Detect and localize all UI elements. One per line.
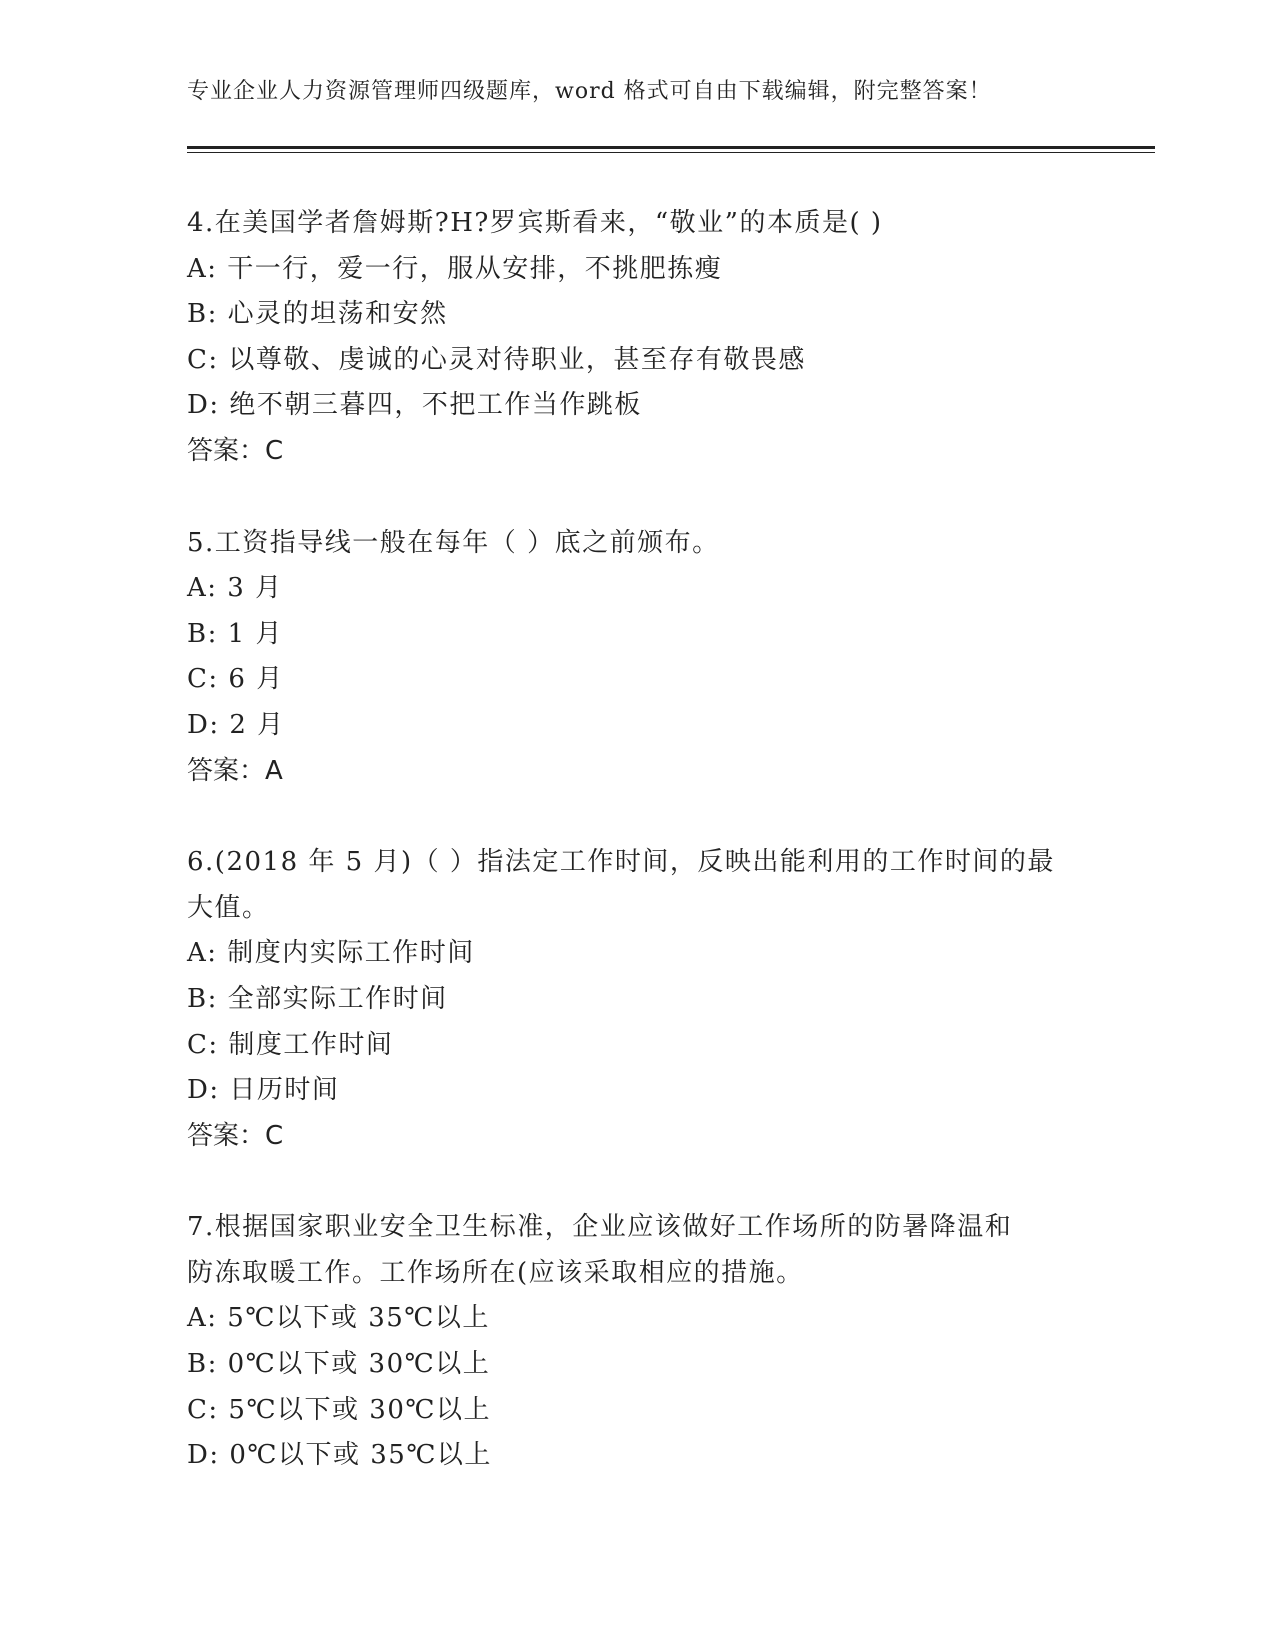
answer-line: 答案：A	[187, 755, 283, 786]
option-b: B: 全部实际工作时间	[187, 983, 448, 1014]
option-c: C: 6 月	[187, 664, 284, 695]
header-rule-thin	[187, 152, 1155, 153]
option-b: B: 心灵的坦荡和安然	[187, 299, 448, 330]
option-d: D: 日历时间	[187, 1075, 340, 1106]
header-rule-thick	[187, 146, 1155, 149]
answer-line: 答案：C	[187, 435, 284, 466]
option-b: B: 0℃以下或 30℃以上	[187, 1349, 491, 1380]
option-d: D: 0℃以下或 35℃以上	[187, 1440, 492, 1471]
question-stem: 4.在美国学者詹姆斯?H?罗宾斯看来，“敬业”的本质是( )	[187, 208, 883, 238]
option-d: D: 2 月	[187, 709, 285, 740]
answer-line: 答案：C	[187, 1120, 284, 1151]
question-stem-continued: 防冻取暖工作。工作场所在(应该采取相应的措施。	[187, 1257, 804, 1288]
option-a: A: 5℃以下或 35℃以上	[187, 1303, 490, 1334]
option-a: A: 干一行，爱一行，服从安排，不挑肥拣瘦	[187, 253, 723, 284]
question-stem: 7.根据国家职业安全卫生标准，企业应该做好工作场所的防暑降温和	[187, 1212, 1013, 1243]
question-7	[187, 1205, 1087, 1479]
option-c: C: 5℃以下或 30℃以上	[187, 1394, 491, 1425]
question-list	[187, 201, 1087, 1525]
question-4	[187, 201, 1087, 475]
question-stem: 6.(2018 年 5 月)（ ）指法定工作时间，反映出能利用的工作时间的最	[187, 847, 1055, 878]
question-5	[187, 521, 1087, 795]
option-a: A: 制度内实际工作时间	[187, 938, 475, 969]
page-header: 专业企业人力资源管理师四级题库，word 格式可自由下载编辑，附完整答案！	[187, 79, 992, 104]
question-6	[187, 840, 1087, 1159]
option-c: C: 以尊敬、虔诚的心灵对待职业，甚至存有敬畏感	[187, 344, 806, 375]
option-b: B: 1 月	[187, 618, 283, 649]
question-stem: 5.工资指导线一般在每年（ ）底之前颁布。	[187, 527, 720, 558]
option-d: D: 绝不朝三暮四，不把工作当作跳板	[187, 390, 642, 421]
option-c: C: 制度工作时间	[187, 1029, 394, 1060]
option-a: A: 3 月	[187, 573, 283, 604]
question-stem-continued: 大值。	[187, 892, 270, 923]
